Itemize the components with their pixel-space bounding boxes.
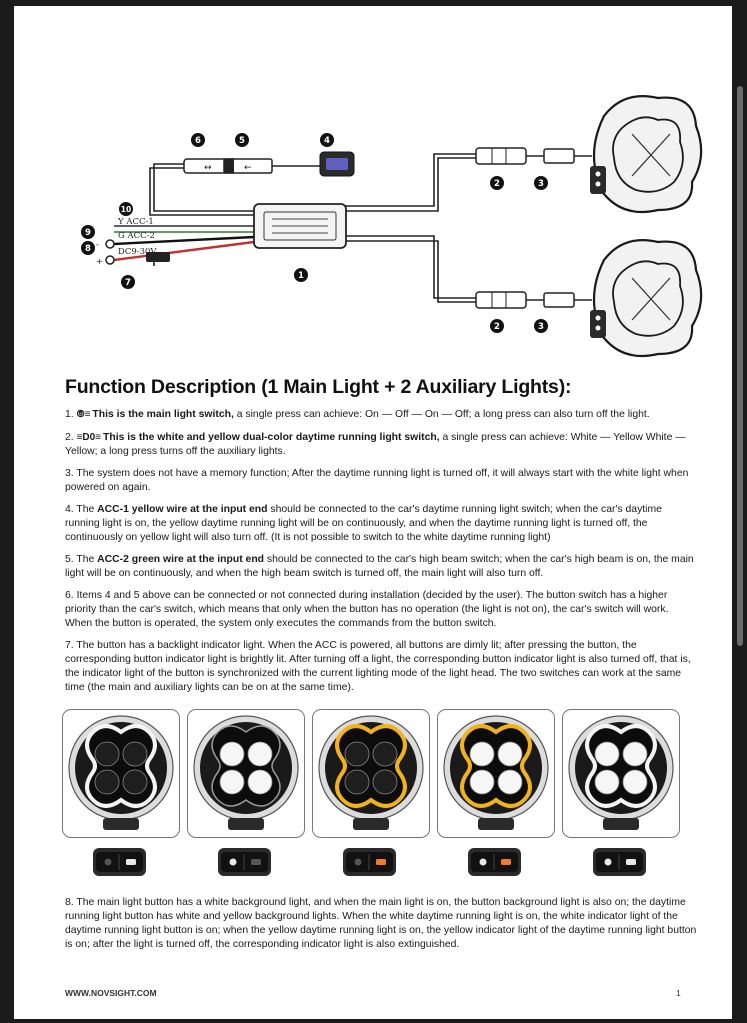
light-head-top	[590, 96, 701, 212]
callout-6: 6	[195, 136, 201, 146]
paragraph-2	[65, 431, 697, 459]
connector-3-top	[544, 149, 574, 163]
drl-indicator	[501, 859, 511, 865]
drl-indicator	[126, 859, 136, 865]
main-light-indicator	[105, 859, 112, 866]
main-light-indicator	[480, 859, 487, 866]
connector-2-bottom	[476, 292, 526, 308]
paragraph-5-bold: ACC-2 green wire at the input end	[97, 554, 265, 565]
callout-3-bottom: 3	[538, 322, 544, 332]
connector-5	[224, 159, 272, 173]
main-lens	[123, 742, 147, 766]
light-mount	[603, 818, 639, 830]
paragraph-6-text: Items 4 and 5 above can be connected or not connected during installation (decided by the user). The button switch has a higher priority than the car's switch, which means that only when the button has no operation (the light is not on), the car's switch will work. When the button is operated, the system only executes the commands from the button switch.	[65, 590, 669, 629]
main-lens	[95, 770, 119, 794]
main-lens	[373, 742, 397, 766]
paragraph-1-text: a single press can achieve: On — Off — On — Off; a long press can also turn off the light.	[233, 409, 650, 420]
paragraph-1-bold: This is the main light switch,	[92, 409, 234, 420]
main-lens	[345, 742, 369, 766]
section-title: Function Description (1 Main Light + 2 Auxiliary Lights):	[65, 376, 572, 398]
paragraph-4-number: 4.	[65, 504, 74, 515]
light-mount	[228, 818, 264, 830]
main-lens	[345, 770, 369, 794]
paragraph-8-text: The main light button has a white background light, and when the main light is on, the button background light is also on; the daytime running light button has white and yellow background lights. When the white daytime running light is on, the white indicator light of the daytime running light button is on; when the yellow daytime running light is on, the yellow indicator light of the daytime running light button is on; after the light is turned off, the corresponding indicator light is also extinguished.	[65, 897, 697, 950]
label-acc1: Y ACC-1	[118, 217, 154, 227]
main-lens	[623, 742, 647, 766]
drl-halo	[462, 726, 530, 806]
callout-2-top: 2	[494, 179, 500, 189]
document-page	[14, 6, 732, 1019]
main-lens	[373, 770, 397, 794]
switch-indicator-1	[93, 848, 146, 876]
paragraph-4-bold: ACC-1 yellow wire at the input end	[97, 504, 268, 515]
drl-icon: ≡D0≡	[76, 432, 102, 443]
main-lens	[595, 742, 619, 766]
drl-indicator	[626, 859, 636, 865]
paragraph-8-number: 8.	[65, 897, 74, 908]
paragraph-7	[65, 639, 697, 695]
paragraph-3-text: The system does not have a memory function; After the daytime running light is turned off, it will always start with the white light when powered on again.	[65, 468, 689, 493]
main-lens	[248, 742, 272, 766]
main-lens	[498, 742, 522, 766]
main-lens	[595, 770, 619, 794]
paragraph-5	[65, 553, 697, 581]
label-dc: DC9-30V	[118, 247, 157, 257]
paragraph-7-number: 7.	[65, 640, 74, 651]
main-lens	[220, 742, 244, 766]
drl-indicator	[376, 859, 386, 865]
page-number: 1	[676, 988, 681, 998]
switch-indicator-4	[468, 848, 521, 876]
callout-1: 1	[298, 271, 304, 281]
main-light-indicator	[605, 859, 612, 866]
switch-indicator-5	[593, 848, 646, 876]
callout-7: 7	[125, 278, 131, 288]
label-acc2: G ACC-2	[118, 231, 155, 241]
connector-2-top	[476, 148, 526, 164]
light-mode-main-plus-yellow	[437, 709, 555, 838]
scrollbar[interactable]	[737, 86, 743, 646]
main-lens	[498, 770, 522, 794]
drl-halo	[87, 726, 155, 806]
lighting-modes	[62, 709, 698, 889]
light-mode-yellow-drl	[312, 709, 430, 838]
svg-text:←: ←	[244, 163, 252, 173]
callout-9: 9	[85, 228, 91, 238]
callout-2-bottom: 2	[494, 322, 500, 332]
paragraph-6	[65, 589, 697, 631]
light-mount	[103, 818, 139, 830]
paragraph-4-text: should be connected to the car's daytime running light switch; when the car's daytime running light is on, the yellow daytime running light will be on continuously, and when the daytime running light is turned off, the continuously on yellow light will also turn off. (It is not possible to switch to the white daytime running light)	[65, 504, 662, 543]
paragraph-4	[65, 503, 697, 545]
svg-text:↔: ↔	[204, 163, 212, 173]
label-minus: -	[96, 240, 99, 250]
main-lens	[623, 770, 647, 794]
paragraph-5-pre: The	[76, 554, 98, 565]
label-plus: +	[96, 257, 104, 267]
button-switch-4	[320, 152, 354, 176]
paragraph-5-text: should be connected to the car's high beam switch; when the car's high beam is on, the main light will be on continuously, and when the high beam switch is turned off, the main light will also turn off.	[65, 554, 694, 579]
main-lens	[470, 770, 494, 794]
paragraph-6-number: 6.	[65, 590, 74, 601]
main-light-indicator	[230, 859, 237, 866]
drl-indicator	[251, 859, 261, 865]
terminal-minus	[106, 240, 114, 248]
callout-3-top: 3	[538, 179, 544, 189]
paragraph-8	[65, 896, 697, 952]
callout-8: 8	[85, 244, 91, 254]
paragraph-1-number: 1.	[65, 409, 74, 420]
wire-harness	[114, 154, 592, 302]
switch-indicator-3	[343, 848, 396, 876]
drl-halo	[212, 726, 280, 806]
main-lens	[220, 770, 244, 794]
switch-indicator-2	[218, 848, 271, 876]
paragraph-1	[65, 408, 697, 422]
main-light-indicator	[355, 859, 362, 866]
paragraph-7-text: The button has a backlight indicator light. When the ACC is powered, all buttons are dimly lit; after pressing the button, the corresponding button indicator light is brightly lit. After turning off a light, the corresponding button indicator light is also turned off, that is, the indicator light of the button is synchronized with the current lighting mode of the light head. The two switches can work at the same time (the main and auxiliary lights can be on at the same time).	[65, 640, 691, 693]
main-lens	[95, 742, 119, 766]
paragraph-2-bold: This is the white and yellow dual-color daytime running light switch,	[103, 432, 440, 443]
paragraph-2-number: 2.	[65, 432, 74, 443]
main-light-icon: ⦾≡	[76, 409, 91, 420]
callout-10: 10	[120, 205, 132, 214]
light-mount	[478, 818, 514, 830]
footer-website: WWW.NOVSIGHT.COM	[65, 988, 157, 998]
main-lens	[248, 770, 272, 794]
light-mode-main-plus-white	[562, 709, 680, 838]
light-mode-main-light	[187, 709, 305, 838]
wiring-diagram	[44, 86, 704, 366]
light-head-bottom	[590, 240, 701, 356]
terminal-plus	[106, 256, 114, 264]
paragraph-2-text: a single press can achieve: White — Yellow White — Yellow; a long press turns off the auxiliary lights.	[65, 432, 686, 457]
light-mode-white-drl	[62, 709, 180, 838]
callout-4: 4	[324, 136, 330, 146]
paragraph-5-number: 5.	[65, 554, 74, 565]
main-lens	[123, 770, 147, 794]
light-mount	[353, 818, 389, 830]
drl-halo	[587, 726, 655, 806]
paragraph-3-number: 3.	[65, 468, 74, 479]
paragraph-3	[65, 467, 697, 495]
drl-halo	[337, 726, 405, 806]
paragraph-4-pre: The	[76, 504, 98, 515]
main-lens	[470, 742, 494, 766]
callout-5: 5	[239, 136, 245, 146]
connector-3-bottom	[544, 293, 574, 307]
control-box	[254, 204, 346, 248]
